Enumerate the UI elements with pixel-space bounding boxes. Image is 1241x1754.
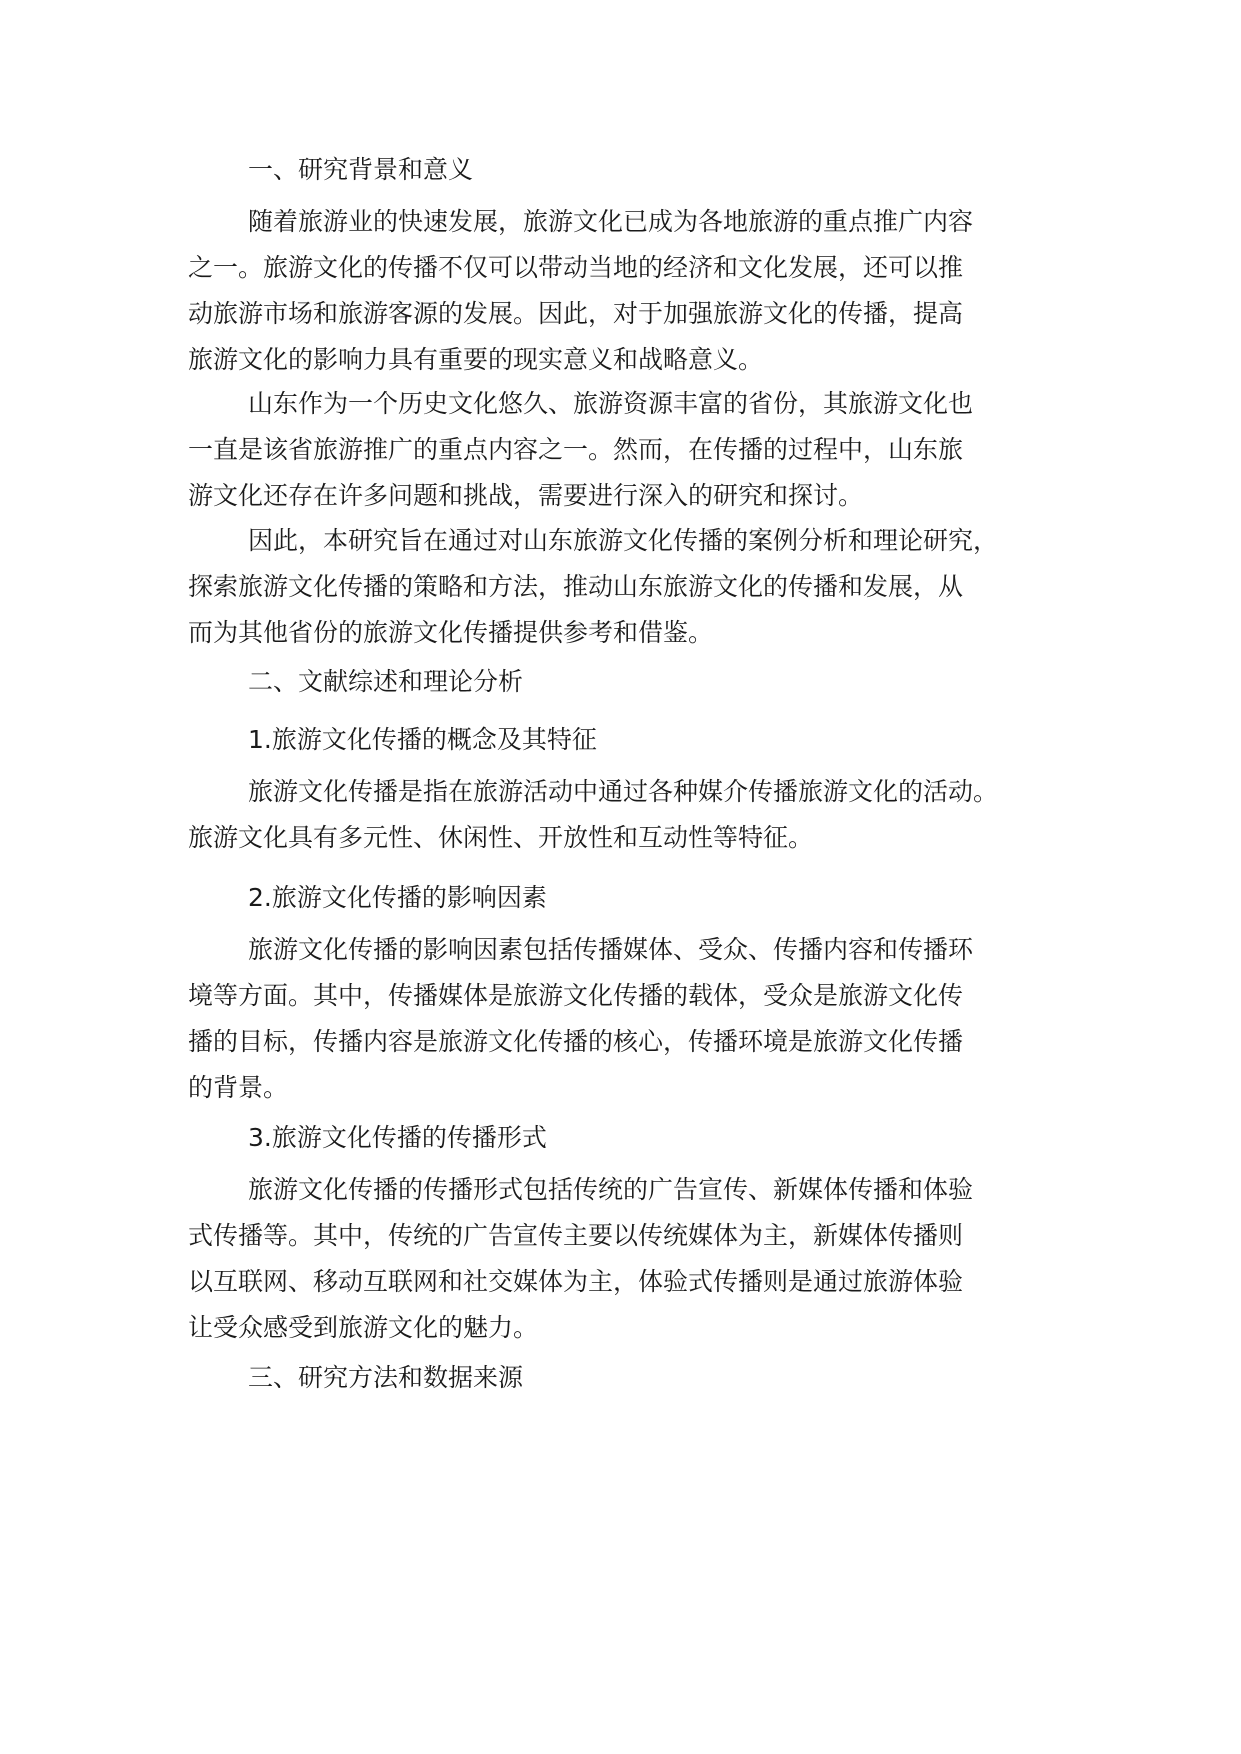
- paragraph-background: [188, 199, 1088, 383]
- text-line: 以互联网、移动互联网和社交媒体为主，体验式传播则是通过旅游体验: [188, 1267, 964, 1296]
- section-heading-3: 三、研究方法和数据来源: [248, 1363, 524, 1392]
- text-line: 之一。旅游文化的传播不仅可以带动当地的经济和文化发展，还可以推: [188, 253, 964, 282]
- text-line: 一直是该省旅游推广的重点内容之一。然而，在传播的过程中，山东旅: [188, 435, 964, 464]
- text-line: 旅游文化具有多元性、休闲性、开放性和互动性等特征。: [188, 823, 814, 852]
- text-line: 游文化还存在许多问题和挑战，需要进行深入的研究和探讨。: [188, 481, 864, 510]
- paragraph-purpose: [188, 518, 1088, 656]
- subsection-heading-2: 2.旅游文化传播的影响因素: [248, 883, 547, 912]
- text-line: 而为其他省份的旅游文化传播提供参考和借鉴。: [188, 618, 714, 647]
- text-line: 因此，本研究旨在通过对山东旅游文化传播的案例分析和理论研究，: [248, 526, 999, 555]
- text-line: 旅游文化传播的影响因素包括传播媒体、受众、传播内容和传播环: [248, 935, 974, 964]
- paragraph-shandong: [188, 381, 1088, 519]
- text-line: 让受众感受到旅游文化的魅力。: [188, 1313, 539, 1342]
- text-line: 旅游文化传播的传播形式包括传统的广告宣传、新媒体传播和体验: [248, 1175, 974, 1204]
- text-line: 式传播等。其中，传统的广告宣传主要以传统媒体为主，新媒体传播则: [188, 1221, 964, 1250]
- text-line: 动旅游市场和旅游客源的发展。因此，对于加强旅游文化的传播，提高: [188, 299, 964, 328]
- text-line: 山东作为一个历史文化悠久、旅游资源丰富的省份，其旅游文化也: [248, 389, 974, 418]
- text-line: 旅游文化的影响力具有重要的现实意义和战略意义。: [188, 345, 764, 374]
- section-heading-2: 二、文献综述和理论分析: [248, 667, 524, 696]
- paragraph-forms: [188, 1167, 1088, 1351]
- text-line: 随着旅游业的快速发展，旅游文化已成为各地旅游的重点推广内容: [248, 207, 974, 236]
- text-line: 探索旅游文化传播的策略和方法，推动山东旅游文化的传播和发展，从: [188, 572, 964, 601]
- section-heading-1: 一、研究背景和意义: [248, 155, 474, 184]
- subsection-heading-1: 1.旅游文化传播的概念及其特征: [248, 725, 597, 754]
- text-line: 播的目标，传播内容是旅游文化传播的核心，传播环境是旅游文化传播: [188, 1027, 964, 1056]
- subsection-heading-3: 3.旅游文化传播的传播形式: [248, 1123, 547, 1152]
- paragraph-factors: [188, 927, 1088, 1111]
- paragraph-concept: [188, 769, 1088, 861]
- text-line: 的背景。: [188, 1073, 289, 1102]
- text-line: 境等方面。其中，传播媒体是旅游文化传播的载体，受众是旅游文化传: [188, 981, 964, 1010]
- text-line: 旅游文化传播是指在旅游活动中通过各种媒介传播旅游文化的活动。: [248, 777, 999, 806]
